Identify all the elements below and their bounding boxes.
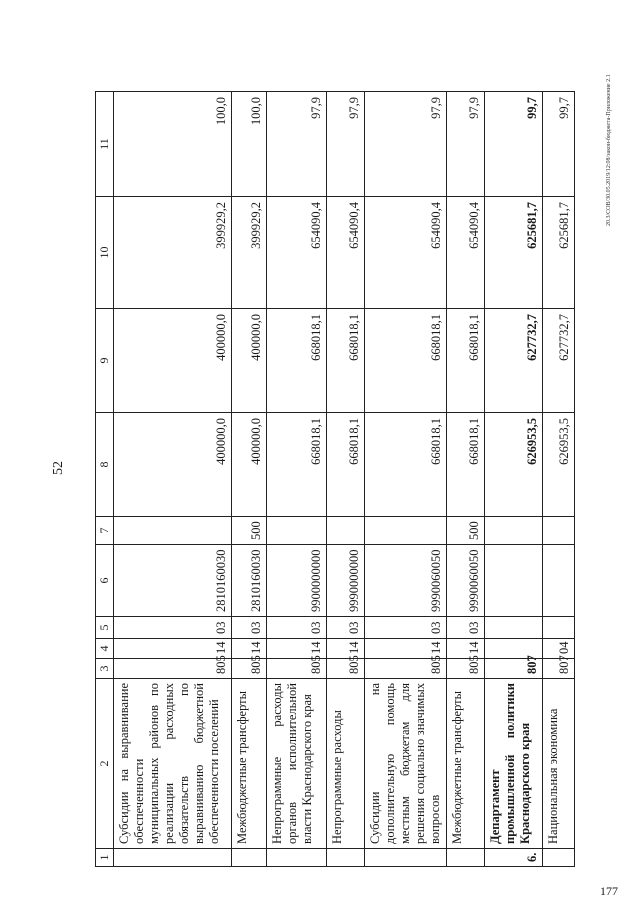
row-description: Субсидии на дополнительную помощь местным бюджетам для решения социально значимых вопросов [365, 679, 447, 849]
row-description: Национальная экономика [543, 679, 575, 849]
code-expense-type [543, 517, 575, 545]
column-header: 8 [96, 413, 114, 517]
column-header: 11 [96, 92, 114, 197]
column-header: 3 [96, 659, 114, 679]
row-number: 6. [485, 849, 543, 867]
row-description: Непрограммные расходы [327, 679, 365, 849]
code-section: 14 [447, 639, 485, 659]
value-executed: 654090,4 [267, 197, 327, 309]
column-header: 9 [96, 309, 114, 413]
code-department: 807 [485, 659, 543, 679]
value-refined: 627732,7 [543, 309, 575, 413]
code-target: 9900000000 [267, 545, 327, 617]
value-approved: 668018,1 [327, 413, 365, 517]
value-executed: 625681,7 [543, 197, 575, 309]
column-header: 10 [96, 197, 114, 309]
code-department: 805 [114, 659, 232, 679]
table-body [96, 92, 575, 867]
table-row [365, 92, 447, 867]
code-target: 2810160030 [232, 545, 267, 617]
value-approved: 400000,0 [232, 413, 267, 517]
code-expense-type: 500 [447, 517, 485, 545]
value-executed: 654090,4 [327, 197, 365, 309]
code-expense-type [365, 517, 447, 545]
table-row-department [485, 92, 543, 867]
code-target: 2810160030 [114, 545, 232, 617]
code-subsection: 03 [327, 617, 365, 639]
column-header: 5 [96, 617, 114, 639]
row-number [447, 849, 485, 867]
table-row [267, 92, 327, 867]
value-refined: 400000,0 [114, 309, 232, 413]
value-executed: 399929,2 [114, 197, 232, 309]
code-section: 14 [327, 639, 365, 659]
code-subsection: 03 [267, 617, 327, 639]
code-department: 807 [543, 659, 575, 679]
value-approved: 626953,5 [485, 413, 543, 517]
code-subsection [485, 617, 543, 639]
table-row [114, 92, 232, 867]
code-department: 805 [365, 659, 447, 679]
value-refined: 668018,1 [267, 309, 327, 413]
column-header: 1 [96, 849, 114, 867]
value-executed: 625681,7 [485, 197, 543, 309]
value-percent: 99,7 [485, 92, 543, 197]
table-row [543, 92, 575, 867]
value-approved: 400000,0 [114, 413, 232, 517]
code-target: 9990060050 [447, 545, 485, 617]
column-number-row [96, 92, 114, 867]
code-section: 14 [114, 639, 232, 659]
code-section: 14 [232, 639, 267, 659]
row-description: Межбюджетные трансферты [447, 679, 485, 849]
value-refined: 627732,7 [485, 309, 543, 413]
row-number [232, 849, 267, 867]
budget-table [95, 91, 575, 867]
code-subsection: 03 [447, 617, 485, 639]
code-expense-type: 500 [232, 517, 267, 545]
value-refined: 668018,1 [327, 309, 365, 413]
row-description: Департамент промышленной политики Краснодарского края [485, 679, 543, 849]
code-target: 9990000000 [327, 545, 365, 617]
row-number [543, 849, 575, 867]
table-row [232, 92, 267, 867]
table-row [327, 92, 365, 867]
value-percent: 97,9 [447, 92, 485, 197]
code-expense-type [267, 517, 327, 545]
column-header: 6 [96, 545, 114, 617]
column-header: 2 [96, 679, 114, 849]
row-number [114, 849, 232, 867]
value-approved: 626953,5 [543, 413, 575, 517]
code-department: 805 [267, 659, 327, 679]
value-approved: 668018,1 [267, 413, 327, 517]
value-refined: 668018,1 [365, 309, 447, 413]
code-expense-type [114, 517, 232, 545]
row-description: Непрограммные расходы органов исполнительной власти Краснодарского края [267, 679, 327, 849]
code-department: 805 [447, 659, 485, 679]
footer-number: 177 [600, 884, 618, 898]
code-subsection: 03 [232, 617, 267, 639]
code-expense-type [485, 517, 543, 545]
code-subsection: 03 [114, 617, 232, 639]
column-header: 4 [96, 639, 114, 659]
page-number: 52 [51, 461, 66, 475]
value-approved: 668018,1 [365, 413, 447, 517]
value-approved: 668018,1 [447, 413, 485, 517]
budget-table-sheet [95, 92, 605, 867]
code-department: 805 [232, 659, 267, 679]
value-refined: 400000,0 [232, 309, 267, 413]
code-expense-type [327, 517, 365, 545]
code-target [543, 545, 575, 617]
code-section: 04 [543, 639, 575, 659]
row-number [327, 849, 365, 867]
column-header: 7 [96, 517, 114, 545]
row-description: Межбюджетные трансферты [232, 679, 267, 849]
file-path-note: 20.3/СОВ/30.05.2019/12:08/закон-бюджета-Приложение 2.1 [606, 74, 612, 226]
code-section: 14 [267, 639, 327, 659]
code-subsection: 03 [365, 617, 447, 639]
code-target: 9990060050 [365, 545, 447, 617]
value-percent: 99,7 [543, 92, 575, 197]
code-target [485, 545, 543, 617]
value-percent: 97,9 [267, 92, 327, 197]
code-department: 805 [327, 659, 365, 679]
value-refined: 668018,1 [447, 309, 485, 413]
value-percent: 97,9 [327, 92, 365, 197]
row-description: Субсидии на выравнивание обеспеченности муниципальных районов по реализации расходных обязательств по выравниванию бюджетной обеспеченности поселений [114, 679, 232, 849]
value-executed: 654090,4 [447, 197, 485, 309]
value-percent: 97,9 [365, 92, 447, 197]
row-number [365, 849, 447, 867]
value-executed: 399929,2 [232, 197, 267, 309]
row-number [267, 849, 327, 867]
code-section: 14 [365, 639, 447, 659]
value-percent: 100,0 [232, 92, 267, 197]
value-executed: 654090,4 [365, 197, 447, 309]
table-row [447, 92, 485, 867]
code-subsection [543, 617, 575, 639]
value-percent: 100,0 [114, 92, 232, 197]
